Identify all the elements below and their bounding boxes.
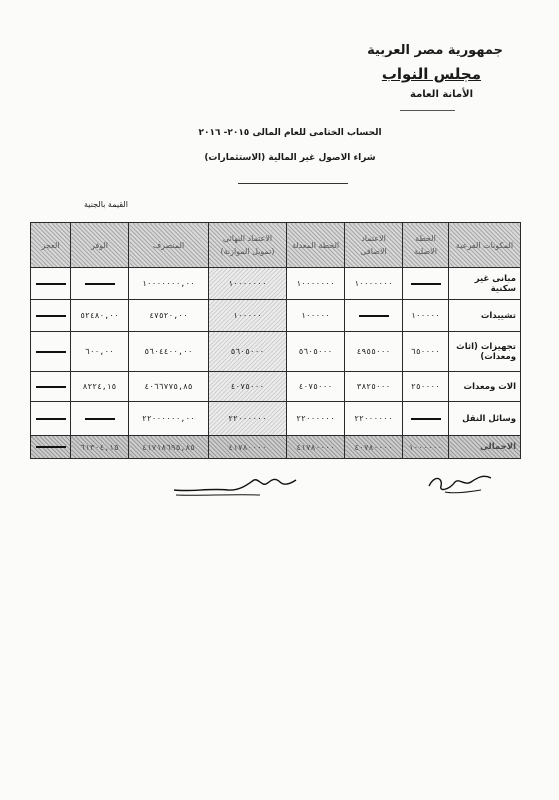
column-header: المكونات الفرعية [449,223,521,268]
department-name: الأمانة العامة [410,89,473,100]
table-cell: ٢٢٠٠٠٠٠٠,٠٠ [129,402,209,436]
financial-table [30,222,521,459]
dash-mark [85,283,115,285]
column-header: الخطة الاصلية [403,223,449,268]
table-cell: ٦١٣٠٤,١٥ [71,436,129,459]
table-row [31,372,521,402]
empty-cell [403,402,449,436]
dash-mark [36,315,66,317]
empty-cell [31,300,71,332]
table-cell: ١٠٠٠٠٠٠٠ [287,268,345,300]
total-label: الاجمالى [449,436,521,459]
table-cell: ٦٥٠٠٠٠ [403,332,449,372]
table-cell: ١٠٠٠٠٠٠٠ [345,268,403,300]
table-cell: ١٠٠٠٠٠ [403,300,449,332]
table-header-row [31,223,521,268]
empty-cell [31,332,71,372]
column-header: الاعتماد الاضافى [345,223,403,268]
row-label: تشييدات [449,300,521,332]
dash-mark [36,283,66,285]
table-cell: ٨٢٢٤,١٥ [71,372,129,402]
column-header: الوفر [71,223,129,268]
signature-left [170,470,300,498]
dash-mark [36,386,66,388]
table-cell: ٤٠٧٥٠٠٠ [287,372,345,402]
dash-mark [36,351,66,353]
row-label: وسائل النقل [449,402,521,436]
signature-right [425,468,495,496]
table-row [31,332,521,372]
table-cell: ٤٠٧٨٠٠٠٠ [345,436,403,459]
empty-cell [31,372,71,402]
table-cell: ١٠٠٠٠٠٠ [403,436,449,459]
dash-mark [359,315,389,317]
dash-mark [411,418,441,420]
empty-cell [403,268,449,300]
table-cell: ٥٢٤٨٠,٠٠ [71,300,129,332]
table-row [31,300,521,332]
table-cell: ٣٨٢٥٠٠٠ [345,372,403,402]
report-subtitle: شراء الاصول غير المالية (الاستثمارات) [204,153,376,163]
table-cell: ٢٢٠٠٠٠٠٠ [209,402,287,436]
dash-mark [36,418,66,420]
column-header: الاعتماد النهائى (تمويل الموازنة) [209,223,287,268]
dash-mark [411,283,441,285]
empty-cell [71,402,129,436]
table-cell: ٤١٧٨٠٠٠٠ [287,436,345,459]
table-cell: ٢٢٠٠٠٠٠٠ [345,402,403,436]
table-cell: ٢٢٠٠٠٠٠٠ [287,402,345,436]
table-cell: ٥٦٠٥٠٠٠ [287,332,345,372]
table-cell: ١٠٠٠٠٠ [209,300,287,332]
report-title: الحساب الختامى للعام المالى ٢٠١٥- ٢٠١٦ [198,128,382,138]
row-label: مبانى غير سكنية [449,268,521,300]
table-cell: ٤١٧١٨٦٩٥,٨٥ [129,436,209,459]
table-cell: ١٠٠٠٠٠٠٠,٠٠ [129,268,209,300]
table-cell: ٥٦٠٥٠٠٠ [209,332,287,372]
table-cell: ٤٩٥٥٠٠٠ [345,332,403,372]
table-cell: ٤٠٧٥٠٠٠ [209,372,287,402]
table-cell: ١٠٠٠٠٠ [287,300,345,332]
header-divider [400,110,455,111]
title-underline [238,183,348,184]
country-name: جمهورية مصر العربية [367,43,503,58]
currency-note: القيمة بالجنية [84,200,128,209]
table-cell: ١٠٠٠٠٠٠٠ [209,268,287,300]
total-row [31,436,521,459]
dash-mark [85,418,115,420]
row-label: الات ومعدات [449,372,521,402]
table-cell: ٤٧٥٢٠,٠٠ [129,300,209,332]
empty-cell [31,268,71,300]
table-row [31,268,521,300]
empty-cell [31,402,71,436]
column-header: الخطة المعدلة [287,223,345,268]
letterhead [367,40,503,104]
column-header: المنصرف [129,223,209,268]
institution-name: مجلس النواب [381,65,481,83]
table-cell: ٦٠٠,٠٠ [71,332,129,372]
empty-cell [31,436,71,459]
empty-cell [345,300,403,332]
table-cell: ٤١٧٨٠٠٠٠ [209,436,287,459]
dash-mark [36,446,66,448]
table-row [31,402,521,436]
table-cell: ٥٦٠٤٤٠٠,٠٠ [129,332,209,372]
empty-cell [71,268,129,300]
row-label: تجهيزات (اثاث ومعدات) [449,332,521,372]
table-cell: ٤٠٦٦٧٧٥,٨٥ [129,372,209,402]
table-cell: ٢٥٠٠٠٠ [403,372,449,402]
column-header: العجز [31,223,71,268]
